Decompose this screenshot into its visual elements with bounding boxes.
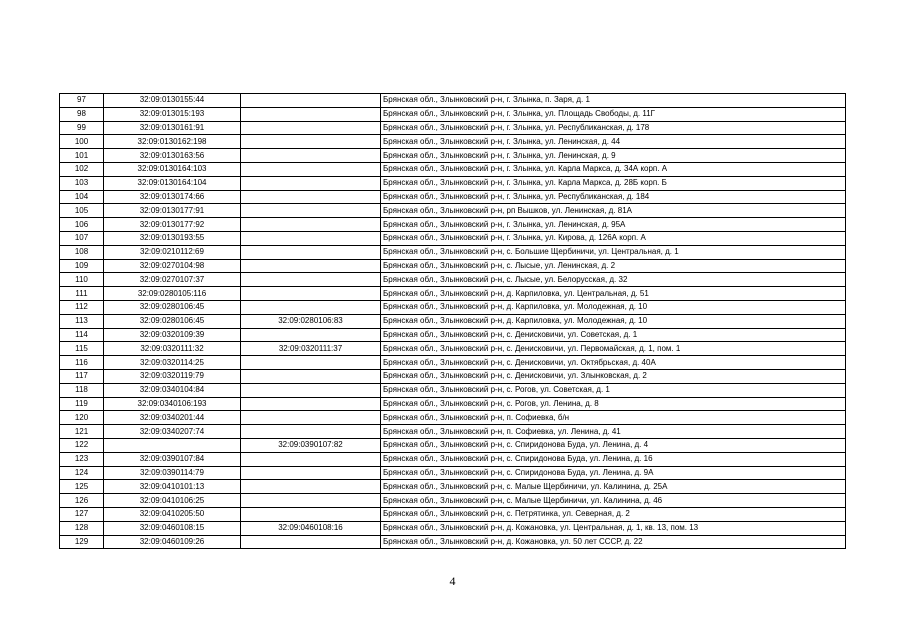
cadastral-number-cell: 32:09:0320111:32 <box>104 342 241 356</box>
address-cell: Брянская обл., Злынковский р-н, д. Кожановка, ул. Центральная, д. 1, кв. 13, пом. 13 <box>381 521 846 535</box>
address-cell: Брянская обл., Злынковский р-н, д. Карпиловка, ул. Молодежная, д. 10 <box>381 314 846 328</box>
related-cadastral-number-cell <box>241 121 381 135</box>
row-number-cell: 101 <box>60 149 104 163</box>
address-cell: Брянская обл., Злынковский р-н, г. Злынка, ул. Республиканская, д. 184 <box>381 190 846 204</box>
cadastral-number-cell: 32:09:0130177:91 <box>104 204 241 218</box>
address-cell: Брянская обл., Злынковский р-н, г. Злынка, ул. Ленинская, д. 9 <box>381 149 846 163</box>
cadastral-number-cell: 32:09:0460108:15 <box>104 521 241 535</box>
row-number-cell: 103 <box>60 176 104 190</box>
related-cadastral-number-cell <box>241 328 381 342</box>
related-cadastral-number-cell <box>241 273 381 287</box>
cadastral-number-cell: 32:09:0410106:25 <box>104 494 241 508</box>
related-cadastral-number-cell: 32:09:0320111:37 <box>241 342 381 356</box>
table-row <box>60 300 846 314</box>
table-row <box>60 535 846 549</box>
row-number-cell: 98 <box>60 107 104 121</box>
row-number-cell: 108 <box>60 245 104 259</box>
related-cadastral-number-cell <box>241 300 381 314</box>
address-cell: Брянская обл., Злынковский р-н, с. Рогов, ул. Ленина, д. 8 <box>381 397 846 411</box>
row-number-cell: 127 <box>60 507 104 521</box>
table-row <box>60 356 846 370</box>
table-row <box>60 397 846 411</box>
cadastral-number-cell: 32:09:0130161:91 <box>104 121 241 135</box>
row-number-cell: 106 <box>60 218 104 232</box>
related-cadastral-number-cell <box>241 287 381 301</box>
row-number-cell: 97 <box>60 94 104 108</box>
related-cadastral-number-cell <box>241 397 381 411</box>
table-row <box>60 273 846 287</box>
related-cadastral-number-cell: 32:09:0280106:83 <box>241 314 381 328</box>
cadastral-number-cell: 32:09:0280105:116 <box>104 287 241 301</box>
row-number-cell: 124 <box>60 466 104 480</box>
row-number-cell: 121 <box>60 425 104 439</box>
cadastral-number-cell: 32:09:0320109:39 <box>104 328 241 342</box>
row-number-cell: 125 <box>60 480 104 494</box>
cadastral-number-cell: 32:09:0130164:104 <box>104 176 241 190</box>
table-row <box>60 328 846 342</box>
address-cell: Брянская обл., Злынковский р-н, г. Злынка, ул. Кирова, д. 126А корп. А <box>381 231 846 245</box>
address-cell: Брянская обл., Злынковский р-н, с. Денисковичи, ул. Первомайская, д. 1, пом. 1 <box>381 342 846 356</box>
cadastral-number-cell: 32:09:0320114:25 <box>104 356 241 370</box>
address-cell: Брянская обл., Злынковский р-н, с. Спиридонова Буда, ул. Ленина, д. 9А <box>381 466 846 480</box>
cadastral-number-cell: 32:09:0390114:79 <box>104 466 241 480</box>
related-cadastral-number-cell <box>241 190 381 204</box>
row-number-cell: 122 <box>60 438 104 452</box>
table-row <box>60 135 846 149</box>
related-cadastral-number-cell <box>241 494 381 508</box>
address-cell: Брянская обл., Злынковский р-н, д. Карпиловка, ул. Молодежная, д. 10 <box>381 300 846 314</box>
page-number: 4 <box>449 574 456 588</box>
related-cadastral-number-cell <box>241 369 381 383</box>
related-cadastral-number-cell <box>241 507 381 521</box>
table-row <box>60 121 846 135</box>
related-cadastral-number-cell <box>241 383 381 397</box>
table-body <box>60 94 846 549</box>
address-cell: Брянская обл., Злынковский р-н, п. Софиевка, ул. Ленина, д. 41 <box>381 425 846 439</box>
table-row <box>60 107 846 121</box>
property-table <box>59 93 846 549</box>
cadastral-number-cell: 32:09:0130193:55 <box>104 231 241 245</box>
related-cadastral-number-cell <box>241 535 381 549</box>
row-number-cell: 117 <box>60 369 104 383</box>
cadastral-number-cell: 32:09:0130164:103 <box>104 162 241 176</box>
table-row <box>60 314 846 328</box>
related-cadastral-number-cell <box>241 466 381 480</box>
cadastral-number-cell: 32:09:0270107:37 <box>104 273 241 287</box>
address-cell: Брянская обл., Злынковский р-н, г. Злынка, ул. Ленинская, д. 44 <box>381 135 846 149</box>
table-row <box>60 259 846 273</box>
table-row <box>60 507 846 521</box>
row-number-cell: 104 <box>60 190 104 204</box>
address-cell: Брянская обл., Злынковский р-н, с. Лысые, ул. Ленинская, д. 2 <box>381 259 846 273</box>
row-number-cell: 110 <box>60 273 104 287</box>
cadastral-number-cell: 32:09:0320119:79 <box>104 369 241 383</box>
row-number-cell: 115 <box>60 342 104 356</box>
table-row <box>60 438 846 452</box>
table-row <box>60 369 846 383</box>
address-cell: Брянская обл., Злынковский р-н, с. Денисковичи, ул. Октябрьская, д. 40А <box>381 356 846 370</box>
related-cadastral-number-cell <box>241 231 381 245</box>
related-cadastral-number-cell: 32:09:0390107:82 <box>241 438 381 452</box>
cadastral-number-cell: 32:09:0130162:198 <box>104 135 241 149</box>
table-row <box>60 466 846 480</box>
address-cell: Брянская обл., Злынковский р-н, г. Злынка, ул. Ленинская, д. 95А <box>381 218 846 232</box>
related-cadastral-number-cell <box>241 425 381 439</box>
address-cell: Брянская обл., Злынковский р-н, д. Кожановка, ул. 50 лет СССР, д. 22 <box>381 535 846 549</box>
related-cadastral-number-cell <box>241 94 381 108</box>
cadastral-number-cell: 32:09:0130155:44 <box>104 94 241 108</box>
table-row <box>60 494 846 508</box>
address-cell: Брянская обл., Злынковский р-н, с. Денисковичи, ул. Злынковская, д. 2 <box>381 369 846 383</box>
cadastral-number-cell: 32:09:013015:193 <box>104 107 241 121</box>
row-number-cell: 116 <box>60 356 104 370</box>
row-number-cell: 119 <box>60 397 104 411</box>
cadastral-number-cell: 32:09:0210112:69 <box>104 245 241 259</box>
address-cell: Брянская обл., Злынковский р-н, с. Большие Щербиничи, ул. Центральная, д. 1 <box>381 245 846 259</box>
cadastral-number-cell: 32:09:0340104:84 <box>104 383 241 397</box>
table-row <box>60 287 846 301</box>
address-cell: Брянская обл., Злынковский р-н, д. Карпиловка, ул. Центральная, д. 51 <box>381 287 846 301</box>
row-number-cell: 126 <box>60 494 104 508</box>
cadastral-number-cell: 32:09:0270104:98 <box>104 259 241 273</box>
cadastral-number-cell: 32:09:0130163:56 <box>104 149 241 163</box>
table-row <box>60 425 846 439</box>
row-number-cell: 100 <box>60 135 104 149</box>
related-cadastral-number-cell <box>241 218 381 232</box>
table-row <box>60 162 846 176</box>
address-cell: Брянская обл., Злынковский р-н, с. Рогов, ул. Советская, д. 1 <box>381 383 846 397</box>
table-row <box>60 480 846 494</box>
related-cadastral-number-cell <box>241 135 381 149</box>
row-number-cell: 112 <box>60 300 104 314</box>
related-cadastral-number-cell <box>241 162 381 176</box>
row-number-cell: 111 <box>60 287 104 301</box>
row-number-cell: 107 <box>60 231 104 245</box>
row-number-cell: 128 <box>60 521 104 535</box>
related-cadastral-number-cell <box>241 356 381 370</box>
related-cadastral-number-cell <box>241 480 381 494</box>
cadastral-number-cell <box>104 438 241 452</box>
cadastral-number-cell: 32:09:0460109:26 <box>104 535 241 549</box>
row-number-cell: 129 <box>60 535 104 549</box>
row-number-cell: 102 <box>60 162 104 176</box>
address-cell: Брянская обл., Злынковский р-н, п. Софиевка, б/н <box>381 411 846 425</box>
cadastral-number-cell: 32:09:0130177:92 <box>104 218 241 232</box>
related-cadastral-number-cell <box>241 107 381 121</box>
related-cadastral-number-cell <box>241 452 381 466</box>
related-cadastral-number-cell <box>241 245 381 259</box>
cadastral-number-cell: 32:09:0130174:66 <box>104 190 241 204</box>
cadastral-number-cell: 32:09:0340207:74 <box>104 425 241 439</box>
related-cadastral-number-cell <box>241 149 381 163</box>
row-number-cell: 123 <box>60 452 104 466</box>
cadastral-number-cell: 32:09:0390107:84 <box>104 452 241 466</box>
table-row <box>60 218 846 232</box>
address-cell: Брянская обл., Злынковский р-н, с. Лысые, ул. Белорусская, д. 32 <box>381 273 846 287</box>
cadastral-number-cell: 32:09:0410205:50 <box>104 507 241 521</box>
related-cadastral-number-cell <box>241 204 381 218</box>
cadastral-number-cell: 32:09:0280106:45 <box>104 300 241 314</box>
row-number-cell: 114 <box>60 328 104 342</box>
cadastral-number-cell: 32:09:0340106:193 <box>104 397 241 411</box>
row-number-cell: 99 <box>60 121 104 135</box>
related-cadastral-number-cell <box>241 259 381 273</box>
table-row <box>60 190 846 204</box>
address-cell: Брянская обл., Злынковский р-н, с. Спиридонова Буда, ул. Ленина, д. 16 <box>381 452 846 466</box>
row-number-cell: 109 <box>60 259 104 273</box>
table-row <box>60 245 846 259</box>
address-cell: Брянская обл., Злынковский р-н, г. Злынка, ул. Карла Маркса, д. 28Б корп. Б <box>381 176 846 190</box>
table-row <box>60 231 846 245</box>
row-number-cell: 105 <box>60 204 104 218</box>
address-cell: Брянская обл., Злынковский р-н, с. Малые Щербиничи, ул. Калинина, д. 25А <box>381 480 846 494</box>
related-cadastral-number-cell <box>241 176 381 190</box>
address-cell: Брянская обл., Злынковский р-н, с. Спиридонова Буда, ул. Ленина, д. 4 <box>381 438 846 452</box>
address-cell: Брянская обл., Злынковский р-н, г. Злынка, ул. Карла Маркса, д. 34А корп. А <box>381 162 846 176</box>
address-cell: Брянская обл., Злынковский р-н, с. Малые Щербиничи, ул. Калинина, д. 46 <box>381 494 846 508</box>
row-number-cell: 120 <box>60 411 104 425</box>
table-row <box>60 383 846 397</box>
cadastral-number-cell: 32:09:0340201:44 <box>104 411 241 425</box>
table-row <box>60 452 846 466</box>
address-cell: Брянская обл., Злынковский р-н, г. Злынка, ул. Площадь Свободы, д. 11Г <box>381 107 846 121</box>
cadastral-number-cell: 32:09:0410101:13 <box>104 480 241 494</box>
table-row <box>60 176 846 190</box>
address-cell: Брянская обл., Злынковский р-н, с. Денисковичи, ул. Советская, д. 1 <box>381 328 846 342</box>
table-row <box>60 94 846 108</box>
cadastral-number-cell: 32:09:0280106:45 <box>104 314 241 328</box>
row-number-cell: 118 <box>60 383 104 397</box>
related-cadastral-number-cell <box>241 411 381 425</box>
table-row <box>60 204 846 218</box>
table-row <box>60 342 846 356</box>
address-cell: Брянская обл., Злынковский р-н, с. Петрятинка, ул. Северная, д. 2 <box>381 507 846 521</box>
table-row <box>60 521 846 535</box>
address-cell: Брянская обл., Злынковский р-н, г. Злынка, п. Заря, д. 1 <box>381 94 846 108</box>
address-cell: Брянская обл., Злынковский р-н, рп Вышков, ул. Ленинская, д. 81А <box>381 204 846 218</box>
address-cell: Брянская обл., Злынковский р-н, г. Злынка, ул. Республиканская, д. 178 <box>381 121 846 135</box>
related-cadastral-number-cell: 32:09:0460108:16 <box>241 521 381 535</box>
table-row <box>60 149 846 163</box>
row-number-cell: 113 <box>60 314 104 328</box>
table-row <box>60 411 846 425</box>
